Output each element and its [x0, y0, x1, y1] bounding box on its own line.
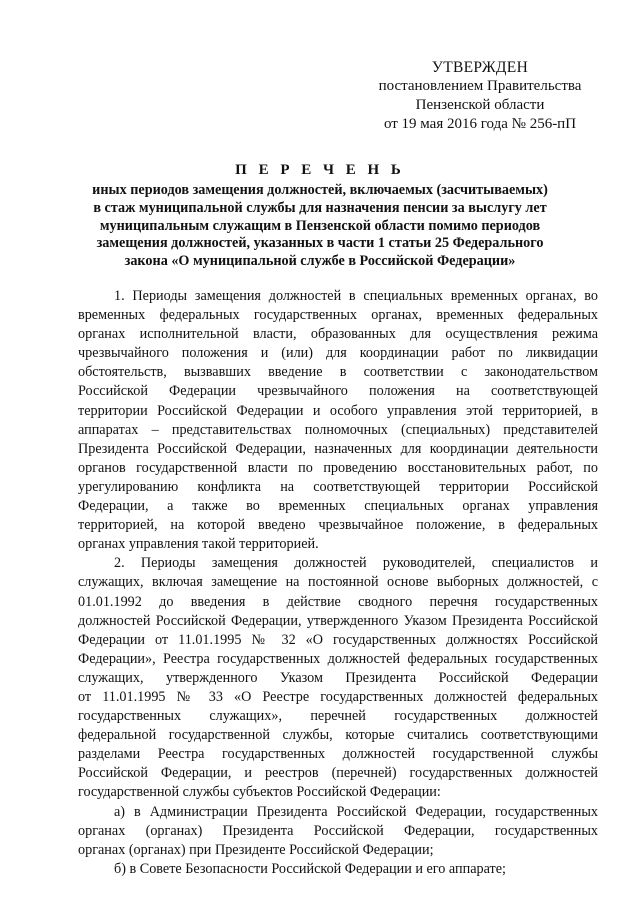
paragraph-line: Российской Федерации чрезвычайного положения на соответствующей	[78, 383, 598, 400]
approval-stamp: УТВЕРЖДЕН	[431, 59, 529, 76]
paragraph-line: органах (органах) Президента Российской Федерации, государственных	[78, 822, 598, 839]
paragraph-line: 2. Периоды замещения должностей руководителей, специалистов и	[114, 555, 598, 572]
paragraph-line: Федерации, а также во временных специальных органах управления	[78, 498, 598, 515]
paragraph-line: органов государственной власти по проведению восстановительных работ, по	[78, 459, 598, 476]
paragraph-line: обстоятельств, вызвавших введение в соответствии с законодательством	[78, 364, 598, 381]
paragraph-line: органах (органах) при Президенте Российской Федерации;	[78, 841, 434, 858]
paragraph-line: государственной службы субъектов Российской Федерации:	[78, 784, 441, 801]
paragraph-line: территорией, на которой введено чрезвычайное положение, в федеральных	[78, 517, 598, 534]
paragraph-line: Российской Федерации, и реестров (перечней) государственных должностей	[78, 765, 598, 782]
paragraph-line: б) в Совете Безопасности Российской Федерации и его аппарате;	[114, 860, 506, 877]
paragraph-line: территории Российской Федерации и особого управления этой территорией, в	[78, 402, 598, 419]
approval-line: Пензенской области	[415, 97, 545, 113]
document-heading	[70, 160, 570, 271]
paragraph-line: 01.01.1992 до введения в действие сводного перечня государственных	[78, 593, 598, 610]
paragraph-line: временных федеральных государственных органах, временных федеральных	[78, 307, 598, 324]
paragraph	[78, 803, 598, 860]
paragraph-line: аппаратах – представительствах полномочных (специальных) представителей	[78, 421, 598, 438]
paragraph	[78, 287, 598, 554]
subtitle-line: закона «О муниципальной службе в Российской Федерации»	[124, 253, 516, 270]
paragraph-line: служащих, утвержденного Указом Президента Российской Федерации	[78, 669, 598, 686]
approval-line: постановлением Правительства	[378, 78, 582, 94]
paragraph-line: органах исполнительной власти, образованных для осуществления режима	[78, 326, 598, 343]
paragraph-line: от 11.01.1995 № 33 «О Реестре государственных должностей федеральных	[78, 688, 598, 705]
document-title: П Е Р Е Ч Е Н Ь	[235, 162, 405, 178]
paragraph-line: разделами Реестра государственных должностей государственной службы	[78, 746, 598, 763]
subtitle-line: муниципальным служащим в Пензенской области помимо периодов	[99, 217, 541, 234]
approval-block	[360, 58, 600, 134]
paragraph-line: государственных служащих», перечней государственных должностей	[78, 708, 598, 725]
paragraph-line: а) в Администрации Президента Российской Федерации, государственных	[114, 803, 598, 820]
paragraph-line: служащих, включая замещение на постоянной основе выборных должностей, с	[78, 574, 598, 591]
paragraph-line: Федерации», Реестра государственных должностей федеральных государственных	[78, 650, 598, 667]
paragraph-line: Федерации от 11.01.1995 № 32 «О государственных должностях Российской	[78, 631, 598, 648]
subtitle-line: замещения должностей, указанных в части 1 статьи 25 Федерального	[96, 235, 544, 252]
paragraph-line: федеральной государственной службы, которые считались соответствующими	[78, 727, 598, 744]
subtitle-line: в стаж муниципальной службы для назначения пенсии за выслугу лет	[93, 199, 547, 216]
paragraph-line: органах управления такой территорией.	[78, 536, 319, 553]
paragraph-line: Президента Российской Федерации, назначенных для координации деятельности	[78, 440, 598, 457]
paragraph	[78, 860, 598, 879]
paragraph-line: чрезвычайного положения и (или) для координации работ по ликвидации	[78, 345, 598, 362]
paragraph-line: урегулированию конфликта на соответствующей территории Российской	[78, 478, 598, 495]
paragraph-line: 1. Периоды замещения должностей в специальных временных органах, во	[114, 288, 598, 304]
approval-line: от 19 мая 2016 года № 256-пП	[383, 116, 577, 132]
subtitle-line: иных периодов замещения должностей, включаемых (засчитываемых)	[92, 182, 548, 198]
document-body	[78, 287, 598, 879]
paragraph	[78, 554, 598, 802]
paragraph-line: должностей Российской Федерации, утвержденного Указом Президента Российской	[78, 612, 598, 629]
